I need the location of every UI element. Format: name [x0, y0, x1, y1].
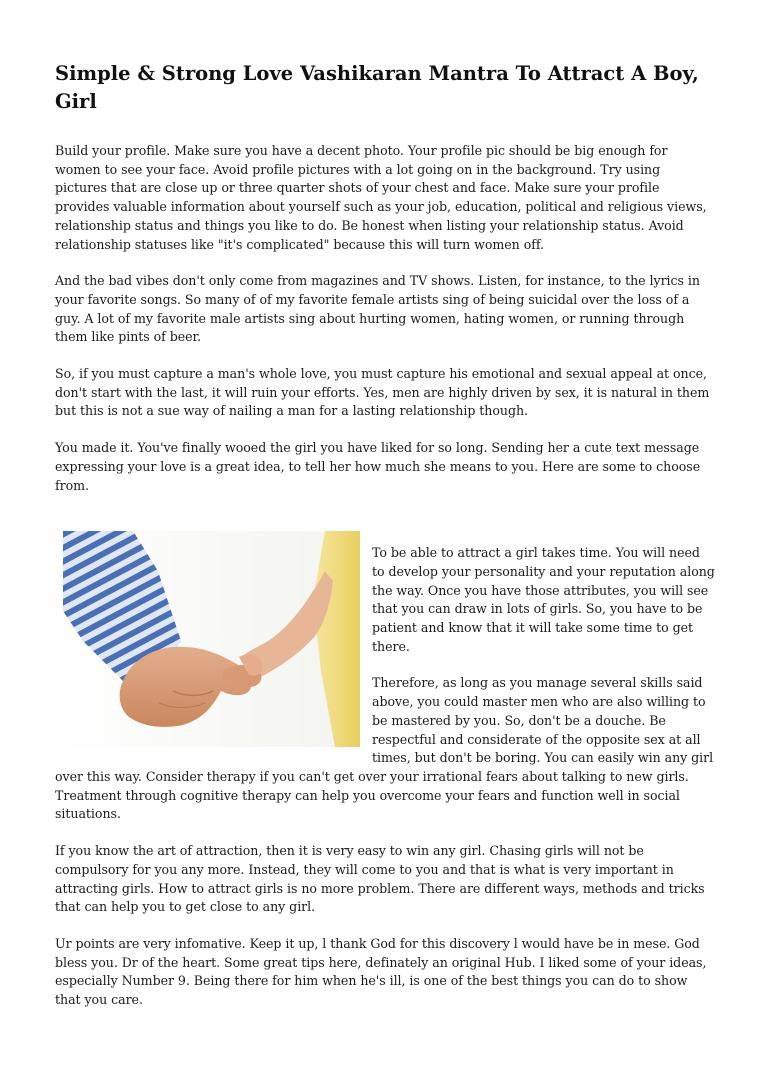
- paragraph: You made it. You've finally wooed the girl you have liked for so long. Sending her a cute text message expressing your love is a great idea, to tell her how much she means to you. Here are some to choose from.: [55, 440, 701, 493]
- paragraph: Therefore, as long as you manage several skills said above, you could master men who are also willing to be mastered by you. So, don't be a douche. Be respectful and considerate of the opposite sex at all times, but don't be boring. You can easily win any girl over this way. Consider therapy if you can't get over your irrational fears about talking to new girls. Treatment through cognitive therapy can help you overcome your fears and function well in social situations.: [55, 675, 714, 822]
- paragraph: So, if you must capture a man's whole love, you must capture his emotional and sexual appeal at once, don't start with the last, it will ruin your efforts. Yes, men are highly driven by sex, it is natural in them but this is not a sue way of nailing a man for a lasting relationship though.: [55, 366, 710, 419]
- paragraph: If you know the art of attraction, then it is very easy to win any girl. Chasing girls will not be compulsory for you any more. Instead, they will come to you and that is what is very important in attracting girls. How to attract girls is no more problem. There are different ways, methods and tricks that can help you to get close to any girl.: [55, 843, 705, 915]
- page-title: Simple & Strong Love Vashikaran Mantra To Attract A Boy, Girl: [55, 62, 699, 113]
- paragraph: To be able to attract a girl takes time. You will need to develop your personality and your reputation along the way. Once you have those attributes, you will see that you can draw in lots of girls. So, you have to be patient and know that it will take some time to get there.: [372, 545, 715, 654]
- holding-hands-photo: [63, 531, 360, 747]
- paragraph: Build your profile. Make sure you have a decent photo. Your profile pic should be big enough for women to see your face. Avoid profile pictures with a lot going on in the background. Try using pictures that are close up or three quarter shots of your chest and face. Make sure your profile provides valuable information about yourself such as your job, education, political and religious views, relationship status and things you like to do. Be honest when listing your relationship status. Avoid relationship statuses like "it's complicated" because this will turn women off.: [55, 143, 707, 252]
- document-page: [55, 60, 715, 1028]
- paragraph: And the bad vibes don't only come from magazines and TV shows. Listen, for instance, to the lyrics in your favorite songs. So many of of my favorite female artists sing of being suicidal over the loss of a guy. A lot of my favorite male artists sing about hurting women, hating women, or running through them like pints of beer.: [55, 273, 700, 345]
- paragraph: Ur points are very infomative. Keep it up, l thank God for this discovery l would have be in mese. God bless you. Dr of the heart. Some great tips here, definately an original Hub. I liked some of your ideas, especially Number 9. Being there for him when he's ill, is one of the best things you can do to show that you care.: [55, 935, 707, 1008]
